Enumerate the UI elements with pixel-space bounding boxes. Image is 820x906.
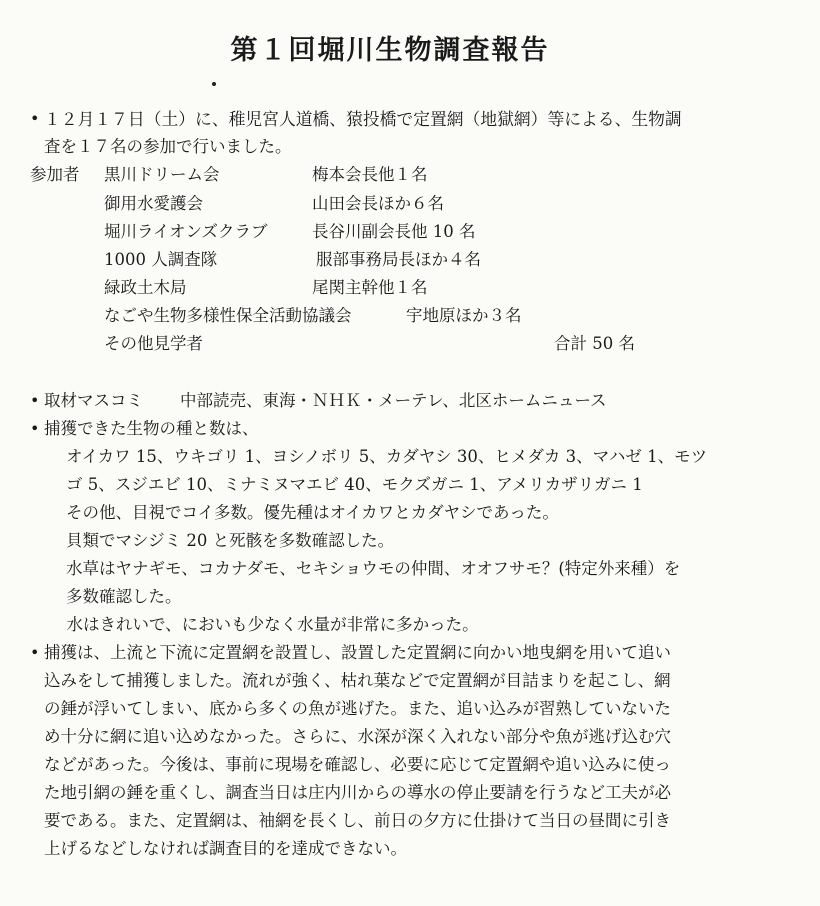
participant-org: 御用水愛護会 [104, 194, 203, 213]
participant-members: 梅本会長他１名 [312, 165, 428, 184]
participant-org: 1000 人調査隊 [104, 250, 218, 269]
participant-org: 黒川ドリーム会 [104, 165, 220, 184]
notes-line: 要である。また、定置網は、袖網を長くし、前日の夕方に仕掛けて当日の昼間に引き [44, 811, 671, 830]
notes-line: の錘が浮いてしまい、底から多くの魚が逃げた。また、追い込みが習熟していないた [44, 699, 671, 718]
notes-bullet: • [30, 643, 40, 662]
intro-line-1: １２月１７日（土）に、稚児宮人道橋、猿投橋で定置網（地獄網）等による、生物調 [44, 109, 682, 129]
intro-line-2: 査を１７名の参加で行いました。 [44, 137, 292, 156]
catch-line: 水草はヤナギモ、コカナダモ、セキショウモの仲間、オオフサモ？(特定外来種）を [66, 559, 681, 578]
notes-line: 上げるなどしなければ調査目的を達成できない。 [44, 839, 407, 858]
participant-members: 尾関主幹他１名 [312, 278, 428, 297]
press-label: 取材マスコミ [44, 391, 143, 410]
notes-line: などがあった。今後は、事前に現場を確認し、必要に応じて定置網や追い込みに使っ [44, 755, 671, 774]
press-outlets: 中部読売、東海・ＮＨＫ・メーテレ、北区ホームニュース [180, 391, 607, 410]
notes-line: め十分に網に追い込めなかった。さらに、水深が深く入れない部分や魚が逃げ込む穴 [44, 727, 671, 746]
catch-bullet: • [30, 419, 40, 438]
catch-line: オイカワ 15、ウキゴリ 1、ヨシノボリ 5、カダヤシ 30、ヒメダカ 3、マハゼ 1、モツ [66, 447, 708, 466]
press-bullet: • [30, 391, 40, 410]
participant-members: 長谷川副会長他 10 名 [312, 222, 476, 241]
notes-line: 捕獲は、上流と下流に定置網を設置し、設置した定置網に向かい地曳網を用いて追い [44, 643, 671, 662]
participant-members: 宇地原ほか３名 [406, 306, 522, 325]
participant-members: 服部事務局長ほか４名 [316, 250, 481, 269]
page-title: 第１回堀川生物調査報告 [230, 35, 550, 66]
participants-label: 参加者 [30, 165, 80, 184]
participant-org: なごや生物多様性保全活動協議会 [104, 306, 352, 325]
participant-org: その他見学者 [104, 334, 203, 353]
scan-dot [212, 82, 216, 86]
catch-line: ゴ 5、スジエビ 10、ミナミヌマエビ 40、モクズガニ 1、アメリカザリガニ 1 [66, 475, 643, 494]
catch-line: その他、目視でコイ多数。優先種はオイカワとカダヤシであった。 [66, 503, 559, 522]
participants-total: 合計 50 名 [554, 334, 635, 353]
participant-members: 山田会長ほか６名 [312, 194, 444, 213]
catch-line: 水はきれいで、においも少なく水量が非常に多かった。 [50, 615, 479, 634]
participant-org: 堀川ライオンズクラブ [104, 222, 268, 241]
notes-line: 込みをして捕獲しました。流れが強く、枯れ葉などで定置網が目詰まりを起こし、網 [44, 671, 671, 690]
catch-heading: 捕獲できた生物の種と数は、 [44, 419, 259, 438]
catch-line: 貝類でマシジミ 20 と死骸を多数確認した。 [66, 531, 395, 550]
notes-line: た地引網の錘を重くし、調査当日は庄内川からの導水の停止要請を行うなど工夫が必 [44, 783, 671, 802]
participant-org: 緑政土木局 [104, 278, 187, 297]
catch-line: 多数確認した。 [66, 587, 182, 606]
intro-bullet: • [30, 109, 40, 128]
